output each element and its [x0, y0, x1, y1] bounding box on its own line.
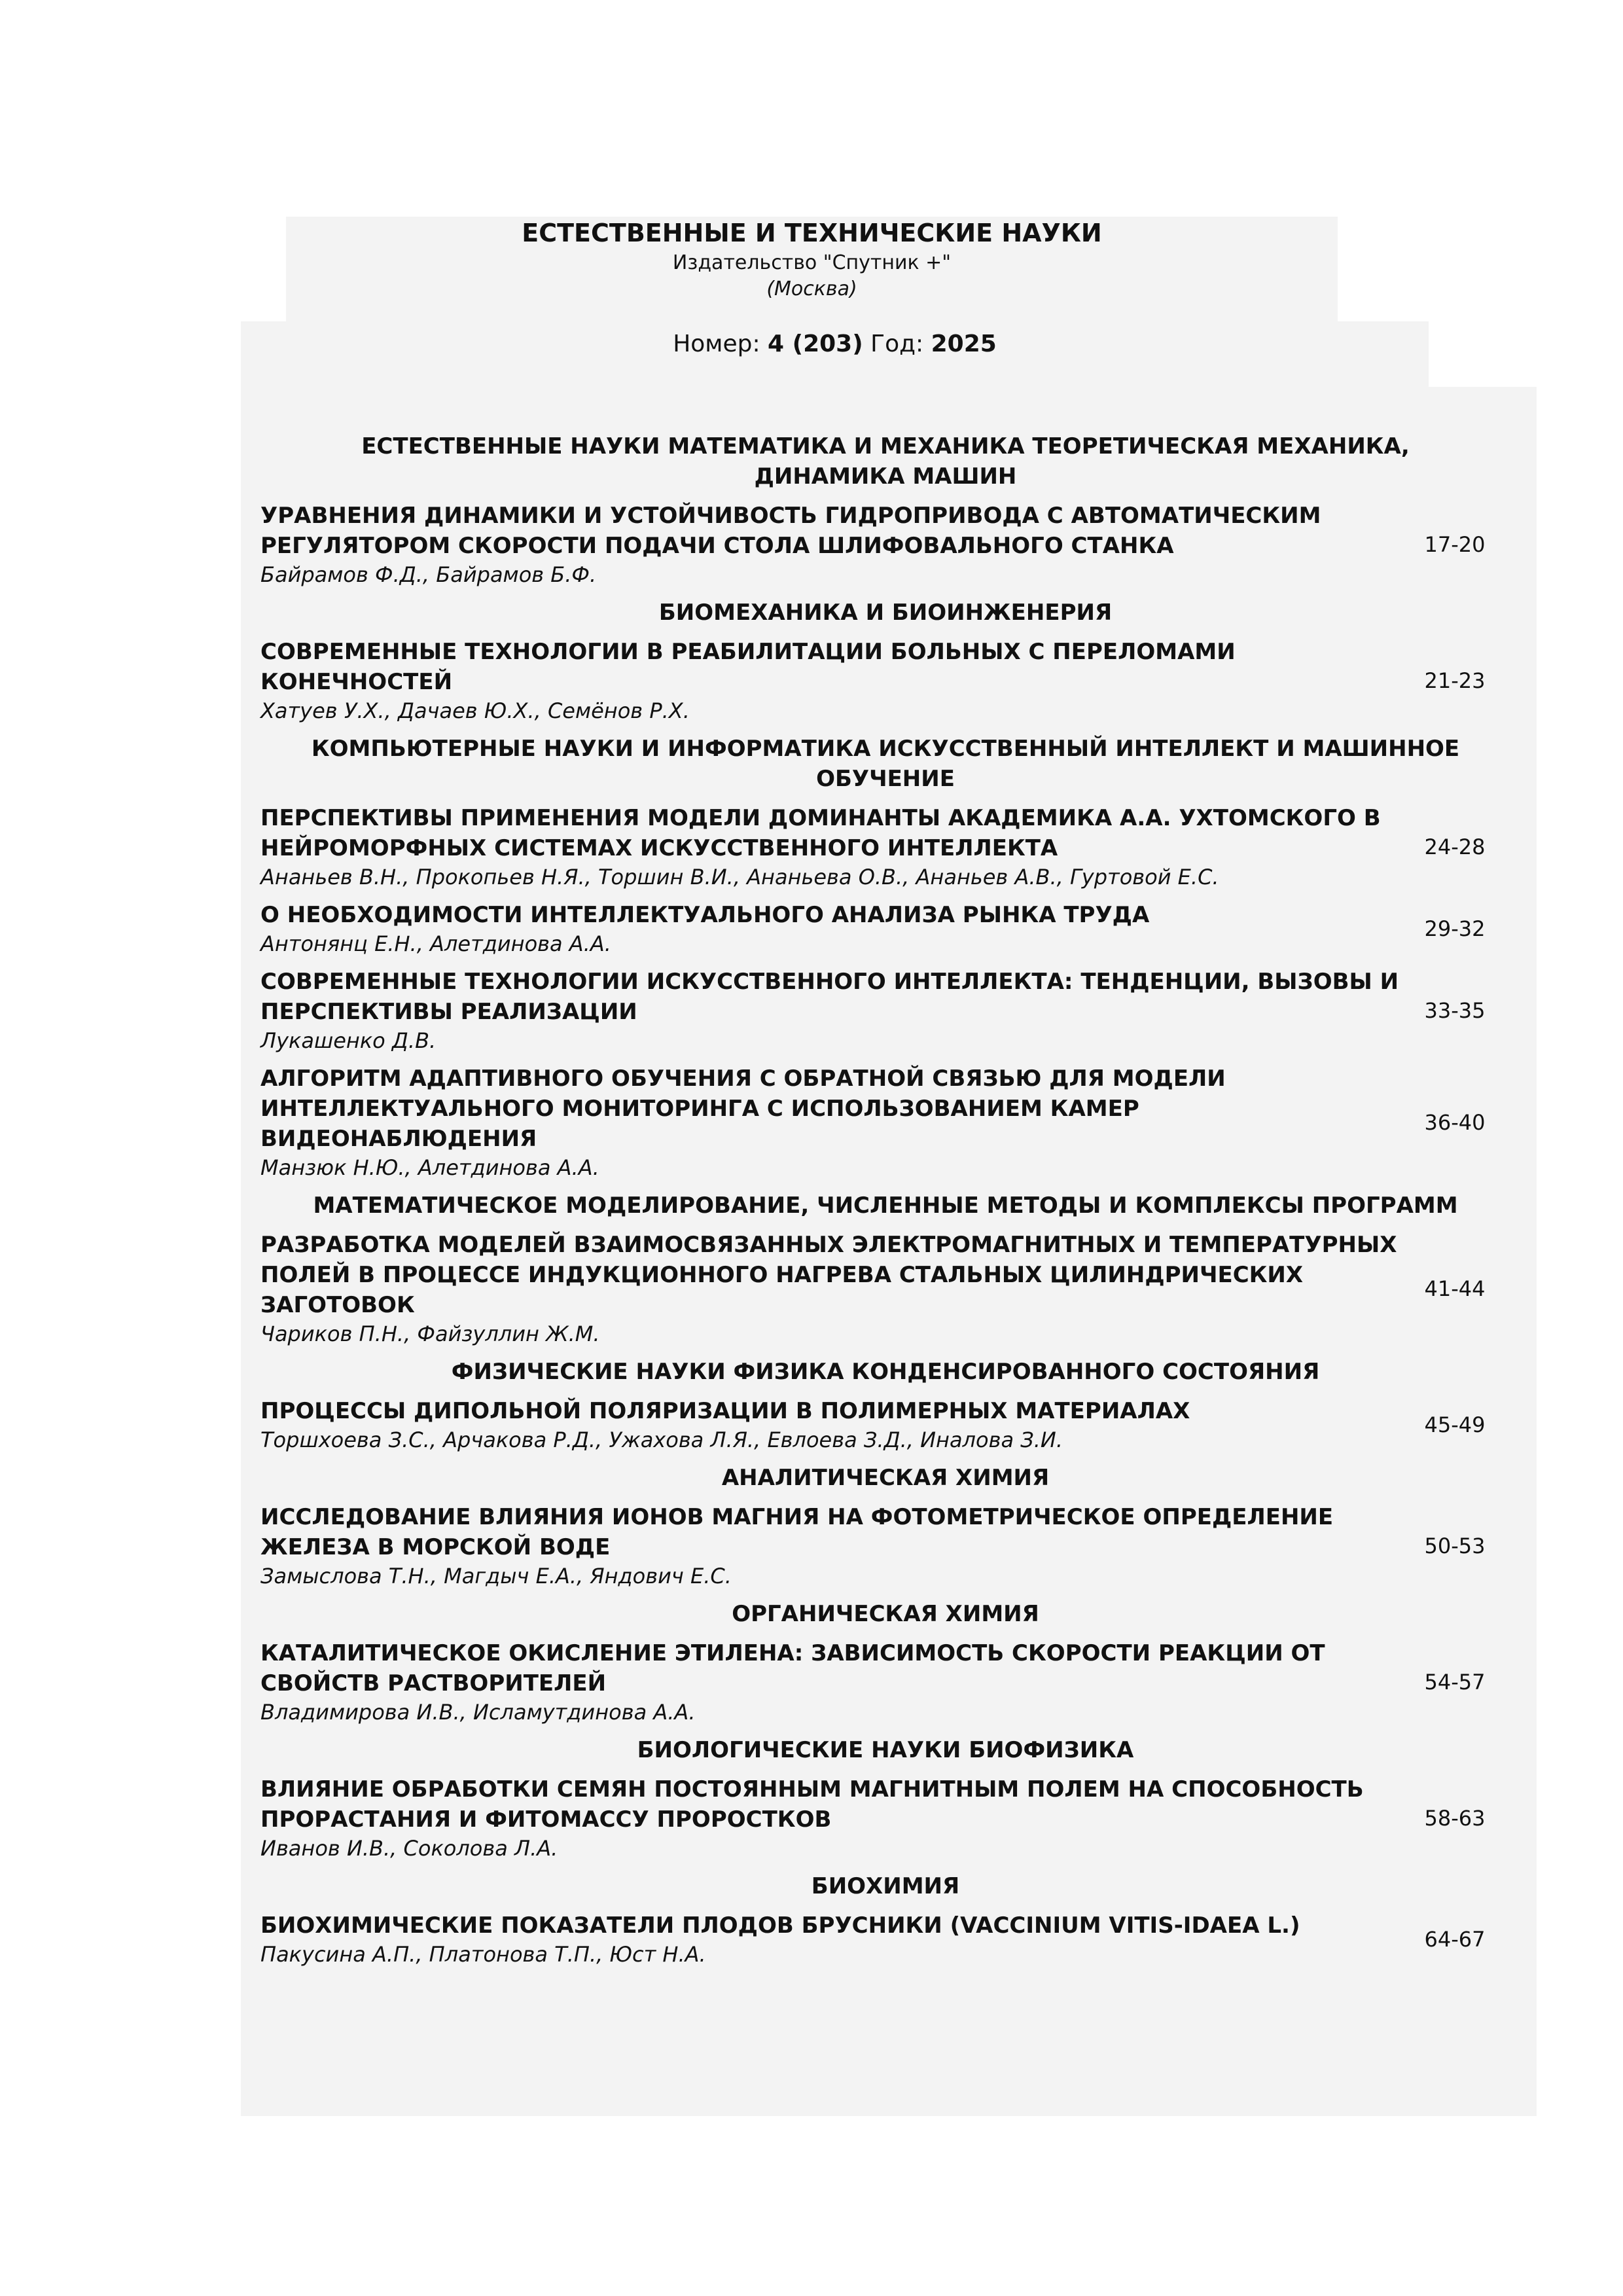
article-pages: 21-23: [1424, 668, 1486, 693]
section-heading: ОРГАНИЧЕСКАЯ ХИМИЯ: [732, 1601, 1039, 1627]
article-title[interactable]: О НЕОБХОДИМОСТИ ИНТЕЛЛЕКТУАЛЬНОГО АНАЛИЗА РЫНКА ТРУДА: [260, 902, 1150, 928]
article-title[interactable]: КАТАЛИТИЧЕСКОЕ ОКИСЛЕНИЕ ЭТИЛЕНА: ЗАВИСИМОСТЬ СКОРОСТИ РЕАКЦИИ ОТ СВОЙСТВ РАСТВОРИТЕЛЕЙ: [260, 1640, 1325, 1696]
article-authors: Хатуев У.Х., Дачаев Ю.Х., Семёнов Р.Х.: [260, 698, 690, 723]
table-of-contents: [241, 387, 1537, 2116]
article-pages: 41-44: [1424, 1276, 1486, 1301]
article-body: [260, 1774, 1399, 1862]
article-body: [260, 1396, 1399, 1454]
article-body: [260, 1064, 1399, 1181]
article-entry[interactable]: [260, 1774, 1510, 1862]
section-heading: БИОЛОГИЧЕСКИЕ НАУКИ БИОФИЗИКА: [637, 1737, 1134, 1763]
article-title[interactable]: УРАВНЕНИЯ ДИНАМИКИ И УСТОЙЧИВОСТЬ ГИДРОПРИВОДА С АВТОМАТИЧЕСКИМ РЕГУЛЯТОРОМ СКОРОСТИ ПОДАЧИ СТОЛА ШЛИФОВАЛЬНОГО СТАНКА: [260, 503, 1321, 559]
publisher: Издательство "Спутник +": [672, 251, 952, 274]
section-heading: ЕСТЕСТВЕННЫЕ НАУКИ МАТЕМАТИКА И МЕХАНИКА ТЕОРЕТИЧЕСКАЯ МЕХАНИКА, ДИНАМИКА МАШИН: [361, 433, 1410, 490]
article-authors: Торшхоева З.С., Арчакова Р.Д., Ужахова Л.Я., Евлоева З.Д., Иналова З.И.: [260, 1427, 1063, 1452]
article-pages: 17-20: [1424, 532, 1486, 557]
article-title[interactable]: СОВРЕМЕННЫЕ ТЕХНОЛОГИИ ИСКУССТВЕННОГО ИНТЕЛЛЕКТА: ТЕНДЕНЦИИ, ВЫЗОВЫ И ПЕРСПЕКТИВЫ РЕАЛИЗАЦИИ: [260, 969, 1399, 1025]
article-pages: 54-57: [1424, 1670, 1486, 1695]
article-authors: Иванов И.В., Соколова Л.А.: [260, 1836, 558, 1861]
article-entry[interactable]: [260, 1910, 1510, 1968]
section-heading: АНАЛИТИЧЕСКАЯ ХИМИЯ: [721, 1465, 1050, 1491]
article-body: [260, 967, 1399, 1054]
article-authors: Антонянц Е.Н., Алетдинова А.А.: [260, 931, 611, 956]
article-title[interactable]: ПЕРСПЕКТИВЫ ПРИМЕНЕНИЯ МОДЕЛИ ДОМИНАНТЫ АКАДЕМИКА А.А. УХТОМСКОГО В НЕЙРОМОРФНЫХ СИСТЕМАХ ИСКУССТВЕННОГО ИНТЕЛЛЕКТА: [260, 805, 1381, 861]
issue-label: Номер:: [673, 331, 760, 357]
section-heading: КОМПЬЮТЕРНЫЕ НАУКИ И ИНФОРМАТИКА ИСКУССТВЕННЫЙ ИНТЕЛЛЕКТ И МАШИННОЕ ОБУЧЕНИЕ: [311, 736, 1460, 792]
article-title[interactable]: ВЛИЯНИЕ ОБРАБОТКИ СЕМЯН ПОСТОЯННЫМ МАГНИТНЫМ ПОЛЕМ НА СПОСОБНОСТЬ ПРОРАСТАНИЯ И ФИТОМАССУ ПРОРОСТКОВ: [260, 1776, 1364, 1833]
article-authors: Замыслова Т.Н., Магдыч Е.А., Яндович Е.С.: [260, 1564, 732, 1588]
toc-list: [260, 431, 1510, 1977]
article-body: [260, 1638, 1399, 1726]
article-pages: 33-35: [1424, 998, 1486, 1023]
article-body: [260, 501, 1399, 588]
article-body: [260, 1502, 1399, 1590]
article-authors: Лукашенко Д.В.: [260, 1028, 437, 1053]
journal-title: ЕСТЕСТВЕННЫЕ И ТЕХНИЧЕСКИЕ НАУКИ: [522, 219, 1102, 247]
article-entry[interactable]: [260, 1064, 1510, 1181]
section-heading: ФИЗИЧЕСКИЕ НАУКИ ФИЗИКА КОНДЕНСИРОВАННОГО СОСТОЯНИЯ: [451, 1359, 1320, 1385]
article-authors: Байрамов Ф.Д., Байрамов Б.Ф.: [260, 562, 597, 587]
issue-number: 4 (203): [768, 331, 863, 357]
article-title[interactable]: РАЗРАБОТКА МОДЕЛЕЙ ВЗАИМОСВЯЗАННЫХ ЭЛЕКТРОМАГНИТНЫХ И ТЕМПЕРАТУРНЫХ ПОЛЕЙ В ПРОЦЕССЕ ИНДУКЦИОННОГО НАГРЕВА СТАЛЬНЫХ ЦИЛИНДРИЧЕСКИХ ЗАГОТОВОК: [260, 1232, 1397, 1318]
article-title[interactable]: ИССЛЕДОВАНИЕ ВЛИЯНИЯ ИОНОВ МАГНИЯ НА ФОТОМЕТРИЧЕСКОЕ ОПРЕДЕЛЕНИЕ ЖЕЛЕЗА В МОРСКОЙ ВОДЕ: [260, 1504, 1334, 1560]
article-entry[interactable]: [260, 900, 1510, 958]
section-heading: МАТЕМАТИЧЕСКОЕ МОДЕЛИРОВАНИЕ, ЧИСЛЕННЫЕ МЕТОДЫ И КОМПЛЕКСЫ ПРОГРАММ: [313, 1193, 1458, 1219]
article-body: [260, 1230, 1399, 1348]
issue-line: [241, 331, 1429, 357]
article-entry[interactable]: [260, 967, 1510, 1054]
year-number: 2025: [931, 331, 997, 357]
article-entry[interactable]: [260, 501, 1510, 588]
section-heading: БИОХИМИЯ: [811, 1873, 960, 1899]
article-entry[interactable]: [260, 1396, 1510, 1454]
article-title[interactable]: БИОХИМИЧЕСКИЕ ПОКАЗАТЕЛИ ПЛОДОВ БРУСНИКИ (VACCINIUM VITIS-IDAEA L.): [260, 1912, 1300, 1939]
article-entry[interactable]: [260, 1638, 1510, 1726]
article-pages: 50-53: [1424, 1534, 1486, 1558]
article-authors: Владимирова И.В., Исламутдинова А.А.: [260, 1700, 696, 1725]
article-entry[interactable]: [260, 803, 1510, 891]
article-title[interactable]: АЛГОРИТМ АДАПТИВНОГО ОБУЧЕНИЯ С ОБРАТНОЙ СВЯЗЬЮ ДЛЯ МОДЕЛИ ИНТЕЛЛЕКТУАЛЬНОГО МОНИТОРИНГА С ИСПОЛЬЗОВАНИЕМ КАМЕР ВИДЕОНАБЛЮДЕНИЯ: [260, 1066, 1226, 1152]
article-pages: 45-49: [1424, 1412, 1486, 1437]
publisher-city: (Москва): [766, 278, 857, 300]
year-label: Год:: [870, 331, 924, 357]
article-body: [260, 900, 1399, 958]
article-pages: 58-63: [1424, 1806, 1486, 1831]
article-authors: Пакусина А.П., Платонова Т.П., Юст Н.А.: [260, 1942, 706, 1967]
article-body: [260, 1910, 1399, 1968]
article-body: [260, 803, 1399, 891]
article-entry[interactable]: [260, 1502, 1510, 1590]
article-entry[interactable]: [260, 1230, 1510, 1348]
article-title[interactable]: ПРОЦЕССЫ ДИПОЛЬНОЙ ПОЛЯРИЗАЦИИ В ПОЛИМЕРНЫХ МАТЕРИАЛАХ: [260, 1398, 1190, 1424]
article-authors: Ананьев В.Н., Прокопьев Н.Я., Торшин В.И., Ананьева О.В., Ананьев А.В., Гуртовой Е.С.: [260, 865, 1219, 889]
article-body: [260, 637, 1399, 725]
article-entry[interactable]: [260, 637, 1510, 725]
article-authors: Чариков П.Н., Файзуллин Ж.М.: [260, 1321, 600, 1346]
article-authors: Манзюк Н.Ю., Алетдинова А.А.: [260, 1155, 599, 1180]
article-pages: 36-40: [1424, 1110, 1486, 1135]
article-title[interactable]: СОВРЕМЕННЫЕ ТЕХНОЛОГИИ В РЕАБИЛИТАЦИИ БОЛЬНЫХ С ПЕРЕЛОМАМИ КОНЕЧНОСТЕЙ: [260, 639, 1236, 695]
section-heading: БИОМЕХАНИКА И БИОИНЖЕНЕРИЯ: [658, 600, 1113, 626]
article-pages: 24-28: [1424, 834, 1486, 859]
article-pages: 64-67: [1424, 1927, 1486, 1952]
article-pages: 29-32: [1424, 916, 1486, 941]
